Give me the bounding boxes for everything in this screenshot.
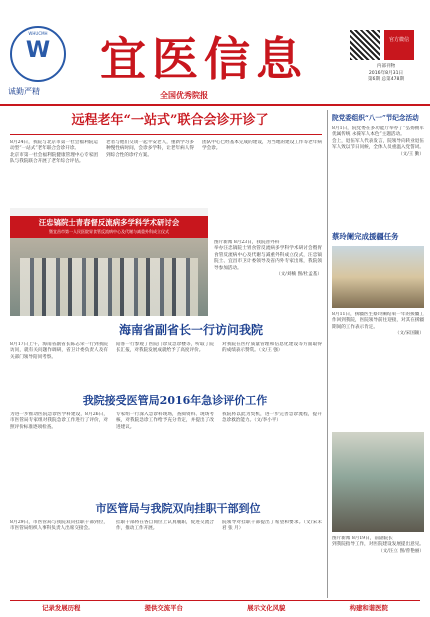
headline-2: 海南省副省长一行访问我院 xyxy=(118,323,263,337)
headline-1: 远程老年“一站式”联合会诊开诊了 xyxy=(71,113,269,128)
issue-meta xyxy=(352,64,420,84)
footer-item-2: 提供交流平台 xyxy=(144,603,183,612)
column-divider xyxy=(327,110,328,598)
right-photo-2 xyxy=(332,432,424,532)
meta-line1: 内部刊物 xyxy=(376,64,396,69)
article2-col1: 8月17日上午，海南省副省长陈志荣一行到我院访问，就有关问题作调研，省卫计委负责人及有关部门领导陪同考察。 xyxy=(10,342,108,360)
right-article-1: 8月1日，院党委在多功能厅举办了“弘扬拥军优属传统 永葆军人本色”主题活动。 会上，退伍军人代表发言，院领导向转业退伍军人致以节日问候，全体人员重温入党誓词。 （文/王 勤） xyxy=(332,126,424,157)
article2-col2: 陪客一行参观了医院门诊及急诊楼等，听取了院长汇报，对我院发展成就给予了高度评价。 xyxy=(116,342,214,354)
article2-col3: 对我院在医疗质量管理和信息化建设等方面取得的成绩表示赞赏。（文/王 强） xyxy=(222,342,322,354)
footer-item-3: 展示文化风貌 xyxy=(247,603,286,612)
article3-col1: 为进一步推动医院急诊医学科建设，8月26日，市医管局专家组对我院急诊工作进行了评价，对照评价标准逐项检查。 xyxy=(10,412,108,430)
right-caption: 图片新闻 8月19日，前副院长 到我院指导工作，对医院建设发展提出意见。 （文/汪立 图/曾艳丽） xyxy=(332,536,424,554)
banner-title: 汪忠镐院士青春督反流病多学科学术研讨会 xyxy=(38,218,180,227)
article3-col3: 我院将以此为契机，进一步完善急诊流程，提升急诊救治能力。（文/李小平） xyxy=(222,412,322,424)
article4-col3: 院领导对挂职干部提出了希望和要求。（文/宋未君 张 月） xyxy=(222,520,322,532)
headline-3: 我院接受医管局2016年急诊评价工作 xyxy=(82,394,268,407)
headline-4: 市医管局与我院双向挂职干部到位 xyxy=(95,502,261,515)
wechat-badge: 官方微信 xyxy=(384,30,414,60)
right-article-2: 8月11日，援疆医生蔡玲阑结束一年的援疆工作回到我院，医院领导前往迎接，对其在援疆期间的工作表示肯定。 （文/宋国颖） xyxy=(332,312,424,337)
motto: 诚勤严精 xyxy=(8,87,40,96)
hospital-logo xyxy=(10,26,66,82)
right-headline-2: 蔡玲阑完成援疆任务 xyxy=(332,232,399,241)
logo-text: WHUCMH xyxy=(28,31,48,36)
qr-code-icon xyxy=(350,30,380,60)
footer-item-4: 构建和谐医院 xyxy=(349,603,388,612)
right-headline-1: 院党委组织“八一”节纪念活动 xyxy=(332,114,419,122)
meta-date: 2016年8月31日 xyxy=(368,70,404,76)
meta-issue: 第6期 总第478期 xyxy=(367,77,405,82)
photo-news-1: 图片新闻 8月23日，我院普外科 举办汪忠镐院士胃食管反流病多学科学术研讨会暨胃食管反流病中心及代谢与减重外科成立仪式，汪忠镐院士、宜昌市卫计委领导及省内外专家出席，我院领导参加活动。 （文/刘楠 图/杜孟基） xyxy=(214,240,322,278)
masthead-rule xyxy=(0,104,430,106)
subtitle: 全国优秀院报 xyxy=(160,91,208,100)
right-photo-1 xyxy=(332,246,424,308)
article1-col2: 老者与他们交谈一起平安老人，重新学习多种慢性病时间，会诊多学科，让老年病人得到综合性的诊疗方案。 xyxy=(106,140,194,158)
footer-item-1: 记录发展历程 xyxy=(42,603,81,612)
event-photo-banner xyxy=(10,208,208,316)
newspaper-title: 宜医信息 xyxy=(100,32,308,86)
article1-col3: 团队中心已经基本完成的建设，为当地的建设工作等老年病学会诊。 xyxy=(202,140,322,152)
footer-bar xyxy=(10,600,420,613)
article1-col1: 8月24日，我院与北京市第一社会福利院运动型“一站式”老年联合会诊开诊。 北京市第一社会福利院健康管理中心专家团队与我院联合开展了老年综合评估。 xyxy=(10,140,98,165)
headline-rule xyxy=(10,134,322,135)
article4-col1: 8月29日，市医管局与我院双向挂职干部到位，市医管局组织人事科负责人出席交接会。 xyxy=(10,520,108,532)
logo-mark: W xyxy=(25,38,51,63)
article4-col2: 挂职干部将在各自岗位上认真履职，促进交流合作，推动工作开展。 xyxy=(116,520,214,532)
article3-col2: 专家组一行深入急诊科现场，查阅资料、现场考核，对我院急诊工作给予充分肯定，并提出了改进建议。 xyxy=(116,412,214,430)
banner-subtitle: 暨宜昌市第一人民医院胃食管反流病中心及代谢与减重外科成立仪式 xyxy=(49,229,169,234)
